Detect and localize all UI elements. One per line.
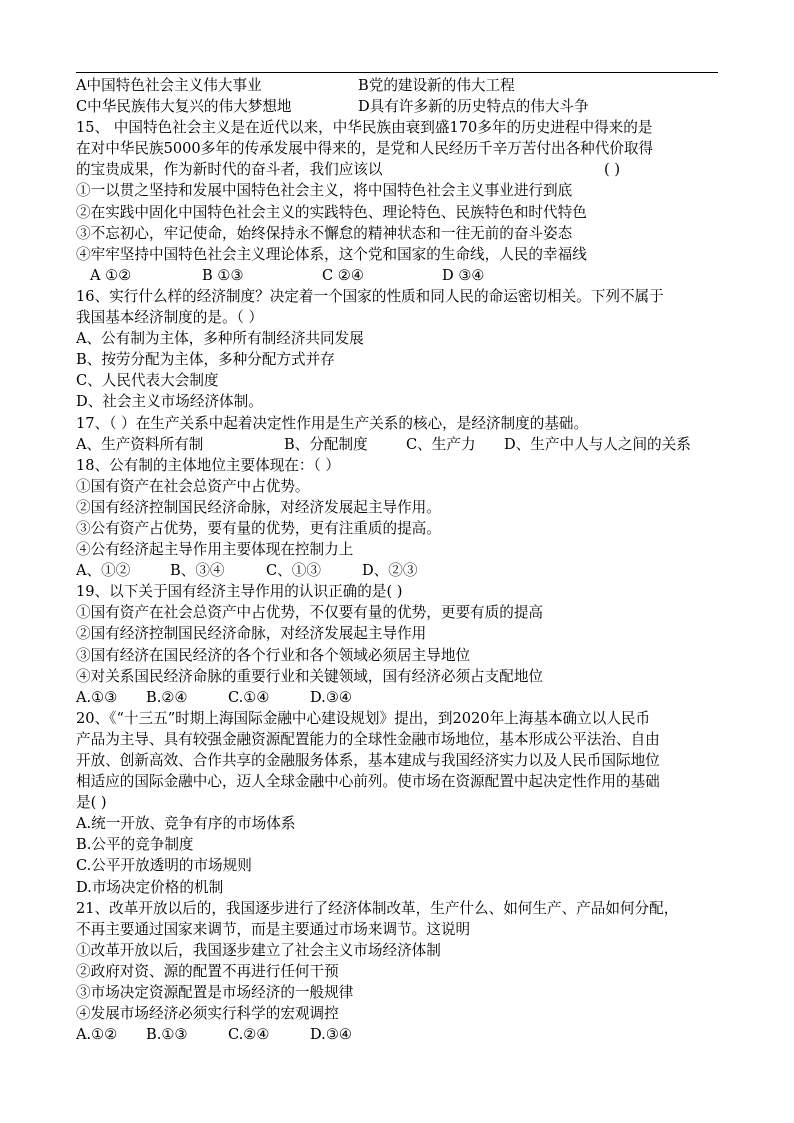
q19-option-a: A.①③ [76,688,118,706]
q20-stem-line-4: 相适应的国际金融中心，迈人全球金融中心前列。使市场在资源配置中起决定性作用的基础 [76,773,660,791]
q18-stem: 18、公有制的主体地位主要体现在：（ ） [76,456,341,474]
q19-option-d: D.③④ [310,688,352,706]
q14-option-d: D具有许多新的历史特点的伟大斗争 [358,98,589,116]
q19-option-b: B.②④ [146,688,188,706]
q20-option-b: B.公平的竞争制度 [76,836,194,854]
q15-answer-blank: ( ) [604,161,621,179]
q21-statement-4: ④发展市场经济必须实行科学的宏观调控 [76,1005,339,1023]
q20-option-c: C.公平开放透明的市场规则 [76,857,252,875]
q15-stem-line-1: 15、 中国特色社会主义是在近代以来，中华民族由衰到盛170多年的历史进程中得来的是 [76,119,653,137]
q20-stem-line-2: 产品为主导、具有较强金融资源配置能力的全球性金融市场地位，基本形成公平法治、自由 [76,730,660,748]
q17-option-a: A、生产资料所有制 [76,435,204,453]
q16-option-b: B、按劳分配为主体，多种分配方式并存 [76,351,335,369]
q18-option-d: D、②③ [362,562,418,580]
q21-stem-line-2: 不再主要通过国家来调节，而是主要通过市场来调节。这说明 [76,920,471,938]
q19-statement-3: ③国有经济在国民经济的各个行业和各个领域必须居主导地位 [76,646,471,664]
q15-option-c: C ②④ [322,266,364,284]
q17-option-c: C、生产力 [406,435,476,453]
q20-stem-line-1: 20、《“十三五”时期上海国际金融中心建设规划》提出，到2020年上海基本确立以人民币 [76,709,651,727]
q15-option-b: B ①③ [202,266,244,284]
q21-option-a: A.①② [76,1026,118,1044]
q19-statement-2: ②国有经济控制国民经济命脉，对经济发展起主导作用 [76,625,427,643]
q17-option-b: B、分配制度 [284,435,368,453]
q16-stem-line-2: 我国基本经济制度的是。（ ） [76,309,264,327]
q20-stem-line-5: 是( ) [76,794,107,812]
q18-statement-4: ④公有经济起主导作用主要体现在控制力上 [76,541,354,559]
q18-option-b: B、③④ [170,562,225,580]
q15-options [76,265,724,286]
q15-statement-4: ④牢牢坚持中国特色社会主义理论体系，这个党和国家的生命线，人民的幸福线 [76,245,587,263]
q19-statement-1: ①国有资产在社会总资产中占优势，不仅要有量的优势，更要有质的提高 [76,604,544,622]
q15-option-a: A ①② [90,266,132,284]
q14-options-row-1 [76,75,724,96]
q14-option-a: A中国特色社会主义伟大事业 [76,77,262,94]
q21-option-d: D.③④ [310,1026,352,1044]
q20-option-a: A.统一开放、竞争有序的市场体系 [76,815,296,833]
q19-option-c: C.①④ [228,688,270,706]
q21-stem-line-1: 21、改革开放以后的，我国逐步进行了经济体制改革，生产什么、如何生产、产品如何分配， [76,899,679,917]
q18-statement-1: ①国有资产在社会总资产中占优势。 [76,477,310,495]
q21-option-c: C.②④ [228,1026,270,1044]
q15-statement-3: ③不忘初心，牢记使命，始终保持永不懈怠的精神状态和一往无前的奋斗姿态 [76,224,573,242]
q19-statement-4: ④对关系国民经济命脉的重要行业和关键领域，国有经济必须占支配地位 [76,667,544,685]
q14-options-row-2 [76,96,724,117]
q21-statement-2: ②政府对资、源的配置不再进行任何干预 [76,962,339,980]
q16-option-c: C、人民代表大会制度 [76,372,219,390]
q21-statement-1: ①改革开放以后，我国逐步建立了社会主义市场经济体制 [76,941,441,959]
q20-stem-line-3: 开放、创新高效、合作共享的金融服务体系，基本建成与我国经济实力以及人民币国际地位 [76,752,660,769]
q15-statement-1: ①一以贯之坚持和发展中国特色社会主义，将中国特色社会主义事业进行到底 [76,182,573,200]
q15-stem-text: 的宝贵成果，作为新时代的奋斗者，我们应该以 [76,161,383,179]
q16-option-a: A、公有制为主体，多种所有制经济共同发展 [76,330,364,348]
q17-option-d: D、生产中人与人之间的关系 [504,435,691,453]
q17-options [76,434,724,455]
q21-statement-3: ③市场决定资源配置是市场经济的一般规律 [76,984,354,1002]
q19-stem: 19、以下关于国有经济主导作用的认识正确的是( ) [76,583,403,601]
q18-option-c: C、①③ [266,562,321,580]
q15-stem-line-3 [76,159,724,180]
q17-stem: 17、（ ）在生产关系中起着决定性作用是生产关系的核心，是经济制度的基础。 [76,414,589,432]
exam-body [76,75,724,1045]
q16-option-d: D、社会主义市场经济体制。 [76,393,263,411]
q21-options [76,1024,724,1045]
q21-option-b: B.①③ [146,1026,188,1044]
q20-option-d: D.市场决定价格的机制 [76,878,224,896]
q18-statement-2: ②国有经济控制国民经济命脉，对经济发展起主导作用。 [76,498,441,516]
q15-statement-2: ②在实践中固化中国特色社会主义的实践特色、理论特色、民族特色和时代特色 [76,203,587,221]
q18-statement-3: ③公有资产占优势，要有量的优势，更有注重质的提高。 [76,519,441,537]
q14-option-b: B党的建设新的伟大工程 [358,77,515,94]
header-rule [76,72,718,73]
q18-option-a: A、①② [76,562,131,580]
q14-option-c: C中华民族伟大复兴的伟大梦想地 [76,98,292,116]
q15-option-d: D ③④ [442,266,485,284]
q19-options [76,687,724,708]
q15-stem-line-2: 在对中华民族5000多年的传承发展中得来的，是党和人民经历千辛万苦付出各种代价取得 [76,140,654,158]
q16-stem-line-1: 16、实行什么样的经济制度？决定着一个国家的性质和同人民的命运密切相关。下列不属于 [76,287,664,305]
q18-options [76,560,724,581]
